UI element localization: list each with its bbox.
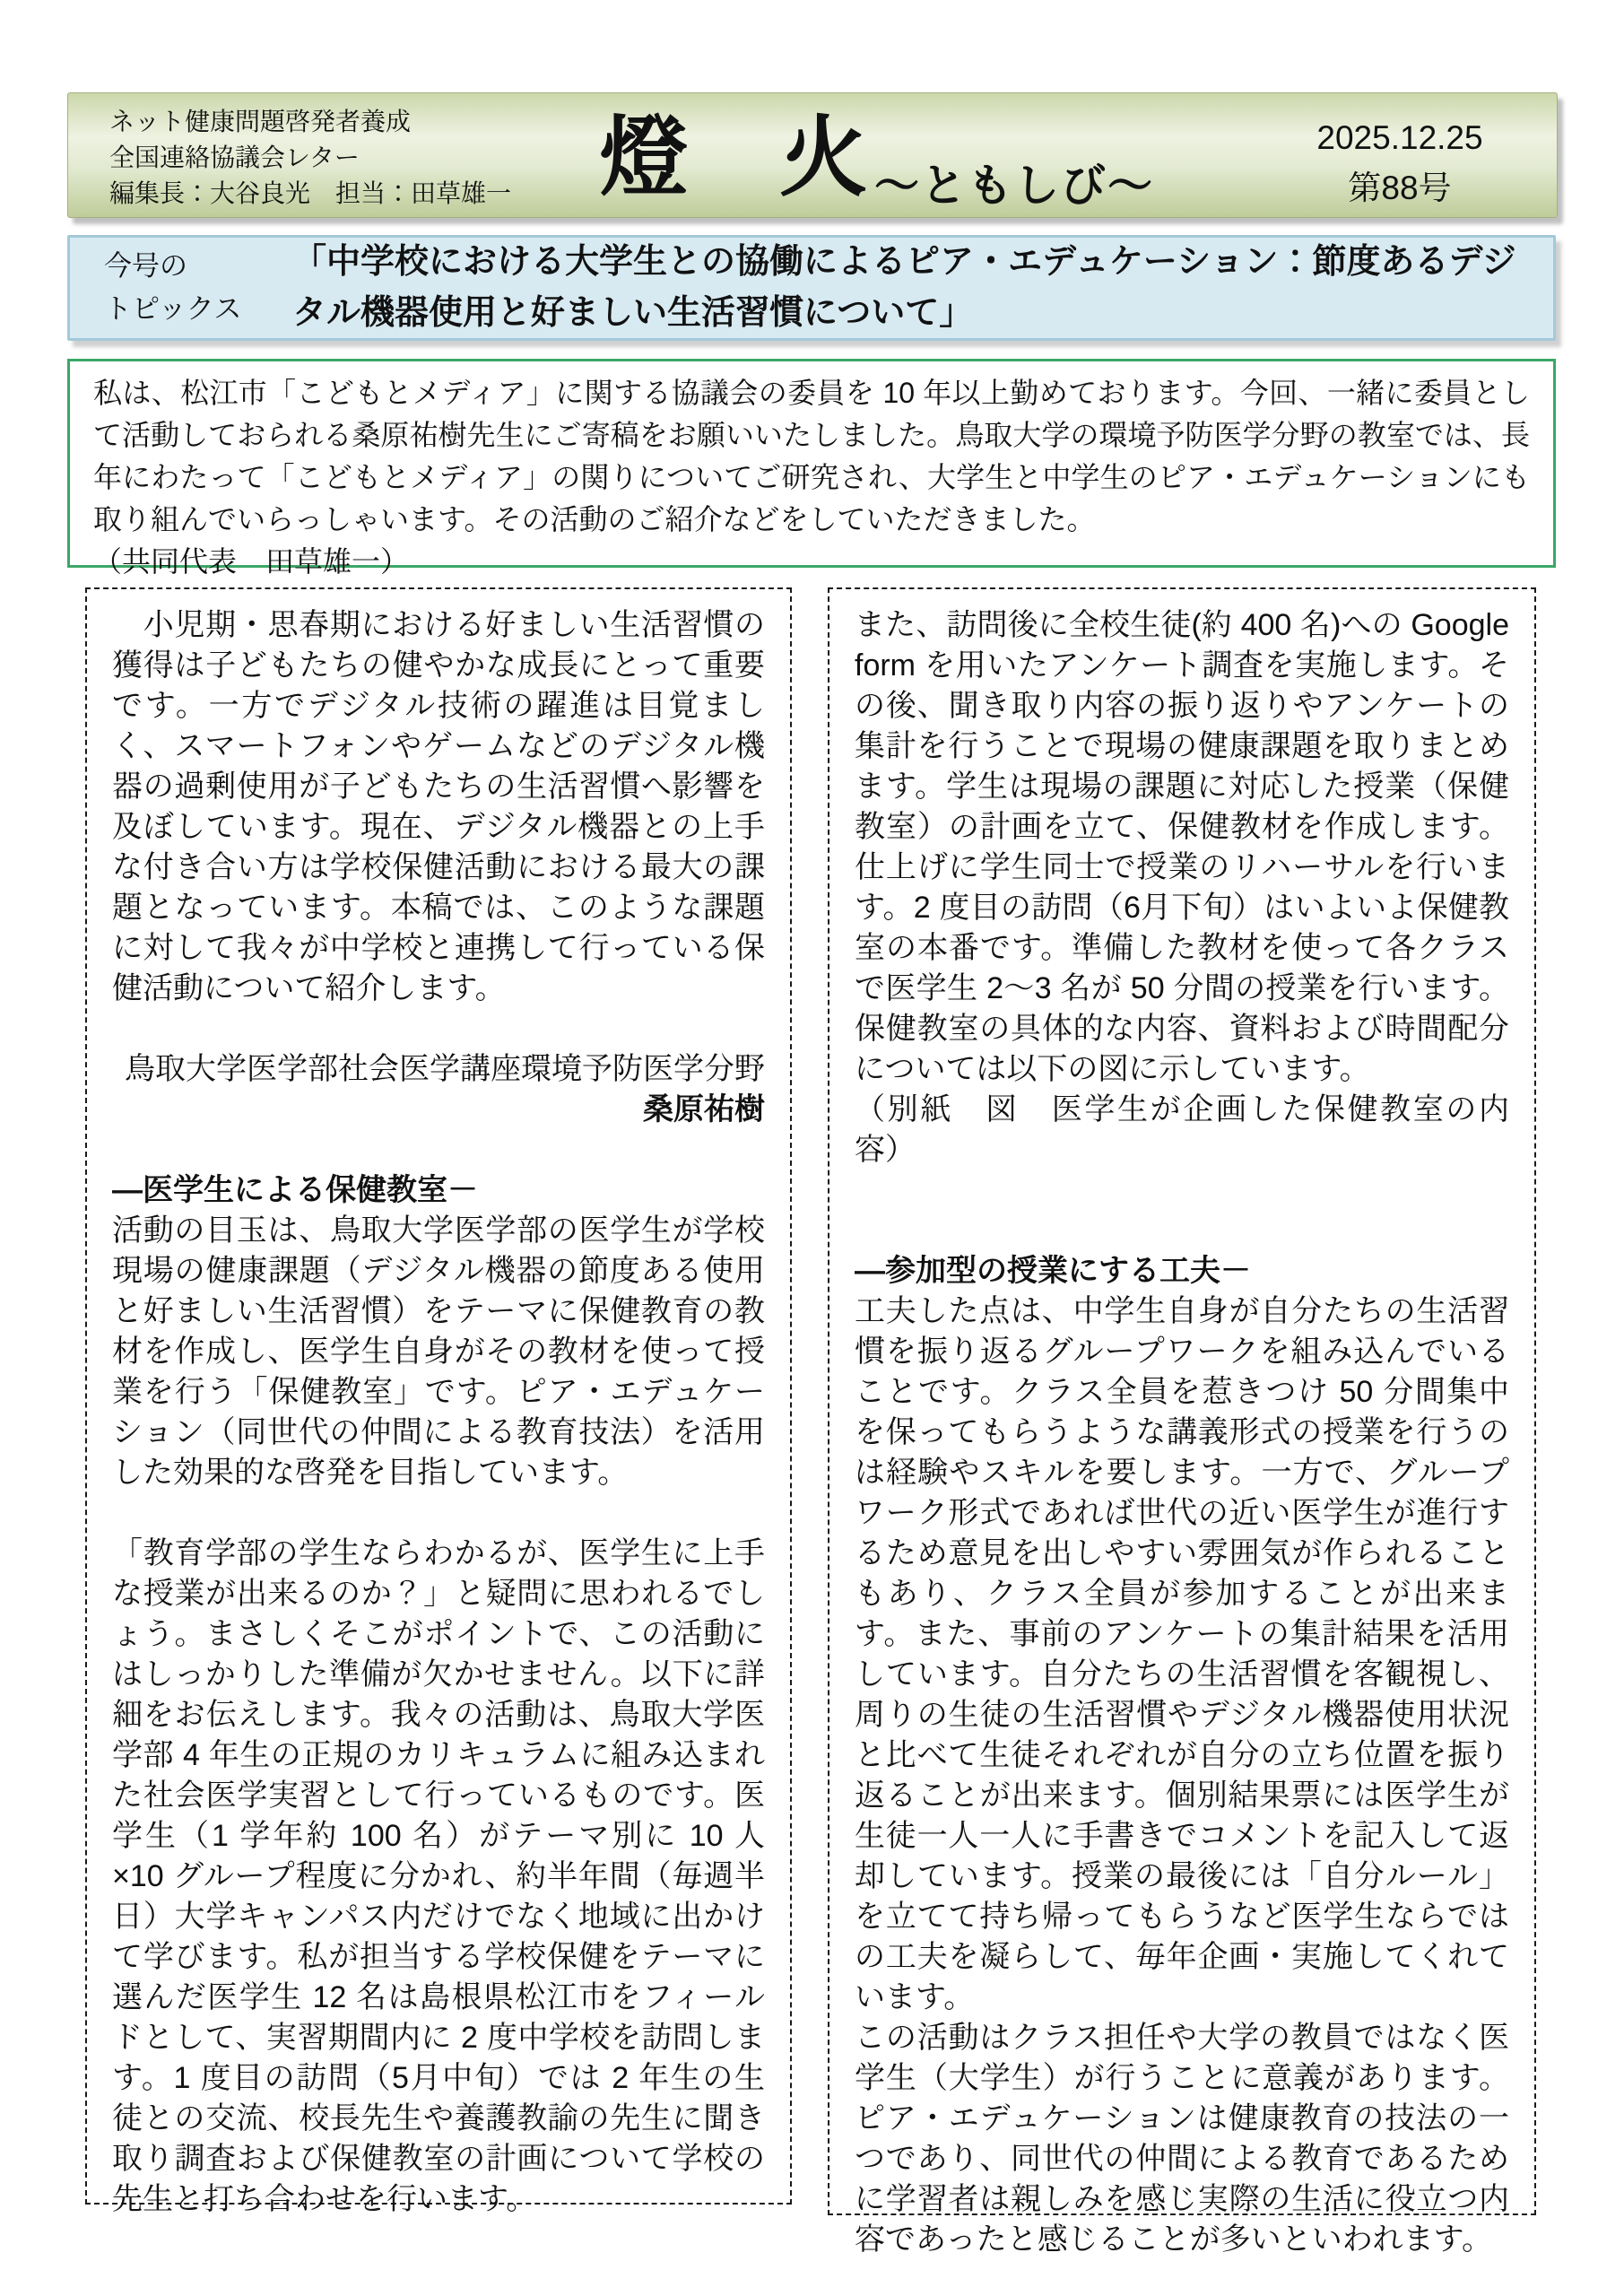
- author-affiliation: 鳥取大学医学部社会医学講座環境予防医学分野: [125, 1052, 765, 1086]
- topics-banner: [67, 235, 1556, 341]
- article-paragraph: 「教育学部の学生ならわかるが、医学生に上手な授業が出来るのか？」と疑問に思われるでしょう。まさしくそこがポイントで、この活動にはしっかりした準備が欠かせません。以下に詳細をお伝えします。我々の活動は、鳥取大学医学部 4 年生の正規のカリキュラムに組み込まれた社会医学実習として行っているものです。医学生（1 学年約 100 名）がテーマ別に 10 人×10 グループ程度に分かれ、約半年間（毎週半日）大学キャンパス内だけでなく地域に出かけて学びます。私が担当する学校保健をテーマに選んだ医学生 12 名は島根県松江市をフィールドとして、実習期間内に 2 度中学校を訪問します。1 度目の訪問（5月中旬）では 2 年生の生徒との交流、校長先生や養護教諭の先生に聞き取り調査および保健教室の計画について学校の先生と打ち合わせを行います。: [112, 1536, 765, 2216]
- topics-title: 「中学校における大学生との協働によるピア・エデュケーション：節度あるデジタル機器使用と好ましい生活習慣について」: [292, 243, 1516, 332]
- newsletter-subtitle: ～ともしび～: [874, 159, 1155, 212]
- topics-label-line-2: トピックス: [104, 293, 242, 325]
- org-line-1: ネット健康問題啓発者養成: [109, 108, 412, 135]
- introduction-signature: （共同代表 田草雄一）: [93, 545, 410, 578]
- section-heading-participatory: ―参加型の授業にする工夫－: [855, 1254, 1251, 1288]
- issue-number: 第88号: [1348, 169, 1452, 206]
- topics-label: [104, 245, 292, 331]
- author-name: 桑原祐樹: [643, 1092, 765, 1126]
- newsletter-title-block: [511, 93, 1243, 217]
- topics-label-line-1: 今号の: [104, 249, 187, 282]
- article-paragraph: また、訪問後に全校生徒(約 400 名)への Google form を用いたアンケート調査を実施します。その後、聞き取り内容の振り返りやアンケートの集計を行うことで現場の健康課題を取りまとめます。学生は現場の課題に対応した授業（保健教室）の計画を立て、保健教材を作成します。仕上げに学生同士で授業のリハーサルを行います。2 度目の訪問（6月下旬）はいよいよ保健教室の本番です。準備した教材を使って各クラスで医学生 2～3 名が 50 分間の授業を行います。保健教室の具体的な内容、資料および時間配分については以下の図に示しています。: [855, 608, 1509, 1086]
- article-column-left: [85, 587, 792, 2216]
- introduction-box: [67, 359, 1556, 578]
- issue-date: 2025.12.25: [1316, 119, 1483, 156]
- newsletter-header: [67, 92, 1558, 218]
- section-heading-health-class: ―医学生による保健教室－: [112, 1173, 478, 1207]
- article-column-right: [828, 587, 1536, 2257]
- article-paragraph: 活動の目玉は、鳥取大学医学部の医学生が学校現場の健康課題（デジタル機器の節度ある使用と好ましい生活習慣）をテーマに保健教育の教材を作成し、医学生自身がその教材を使って授業を行う「保健教室」です。ピア・エデュケーション（同世代の仲間による教育技法）を活用した効果的な啓発を目指しています。: [112, 1213, 765, 1490]
- newsletter-title: 燈 火: [600, 106, 870, 209]
- article-paragraph: 工夫した点は、中学生自身が自分たちの生活習慣を振り返るグループワークを組み込んでいることです。クラス全員を惹きつけ 50 分間集中を保ってもらうような講義形式の授業を行うのは経験やスキルを要します。一方で、グループワーク形式であれば世代の近い医学生が進行するため意見を出しやすい雰囲気が作られることもあり、クラス全員が参加することが出来ます。また、事前のアンケートの集計結果を活用しています。自分たちの生活習慣を客観視し、周りの生徒の生活習慣やデジタル機器使用状況と比べて生徒それぞれが自分の立ち位置を振り返ることが出来ます。個別結果票には医学生が生徒一人一人に手書きでコメントを記入して返却しています。授業の最後には「自分ルール」を立てて持ち帰ってもらうなど医学生ならではの工夫を凝らして、毎年企画・実施してくれています。: [855, 1294, 1509, 2014]
- issue-info: [1243, 93, 1557, 217]
- figure-reference-note: （別紙 図 医学生が企画した保健教室の内容）: [855, 1092, 1509, 1167]
- org-line-2: 全国連絡協議会レター: [109, 143, 360, 171]
- article-paragraph: この活動はクラス担任や大学の教員ではなく医学生（大学生）が行うことに意義があります。ピア・エデュケーションは健康教育の技法の一つであり、同世代の仲間による教育であるために学習者は親しみを感じ実際の生活に役立つ内容であったと感じることが多いといわれます。: [855, 2021, 1509, 2257]
- article-paragraph: 小児期・思春期における好ましい生活習慣の獲得は子どもたちの健やかな成長にとって重要です。一方でデジタル技術の躍進は目覚ましく、スマートフォンやゲームなどのデジタル機器の過剰使用が子どもたちの生活習慣へ影響を及ぼしています。現在、デジタル機器との上手な付き合い方は学校保健活動における最大の課題となっています。本稿では、このような課題に対して我々が中学校と連携して行っている保健活動について紹介します。: [112, 608, 765, 1005]
- introduction-text: 私は、松江市「こどもとメディア」に関する協議会の委員を 10 年以上勤めております。今回、一緒に委員として活動しておられる桑原祐樹先生にご寄稿をお願いいたしました。鳥取大学の環境予防医学分野の教室では、長年にわたって「こどもとメディア」の関りについてご研究され、大学生と中学生のピア・エデュケーションにも取り組んでいらっしゃいます。その活動のご紹介などをしていただきました。: [93, 377, 1530, 535]
- organization-info: [68, 93, 511, 217]
- editor-line: 編集長：大谷良光 担当：田草雄一: [109, 178, 512, 207]
